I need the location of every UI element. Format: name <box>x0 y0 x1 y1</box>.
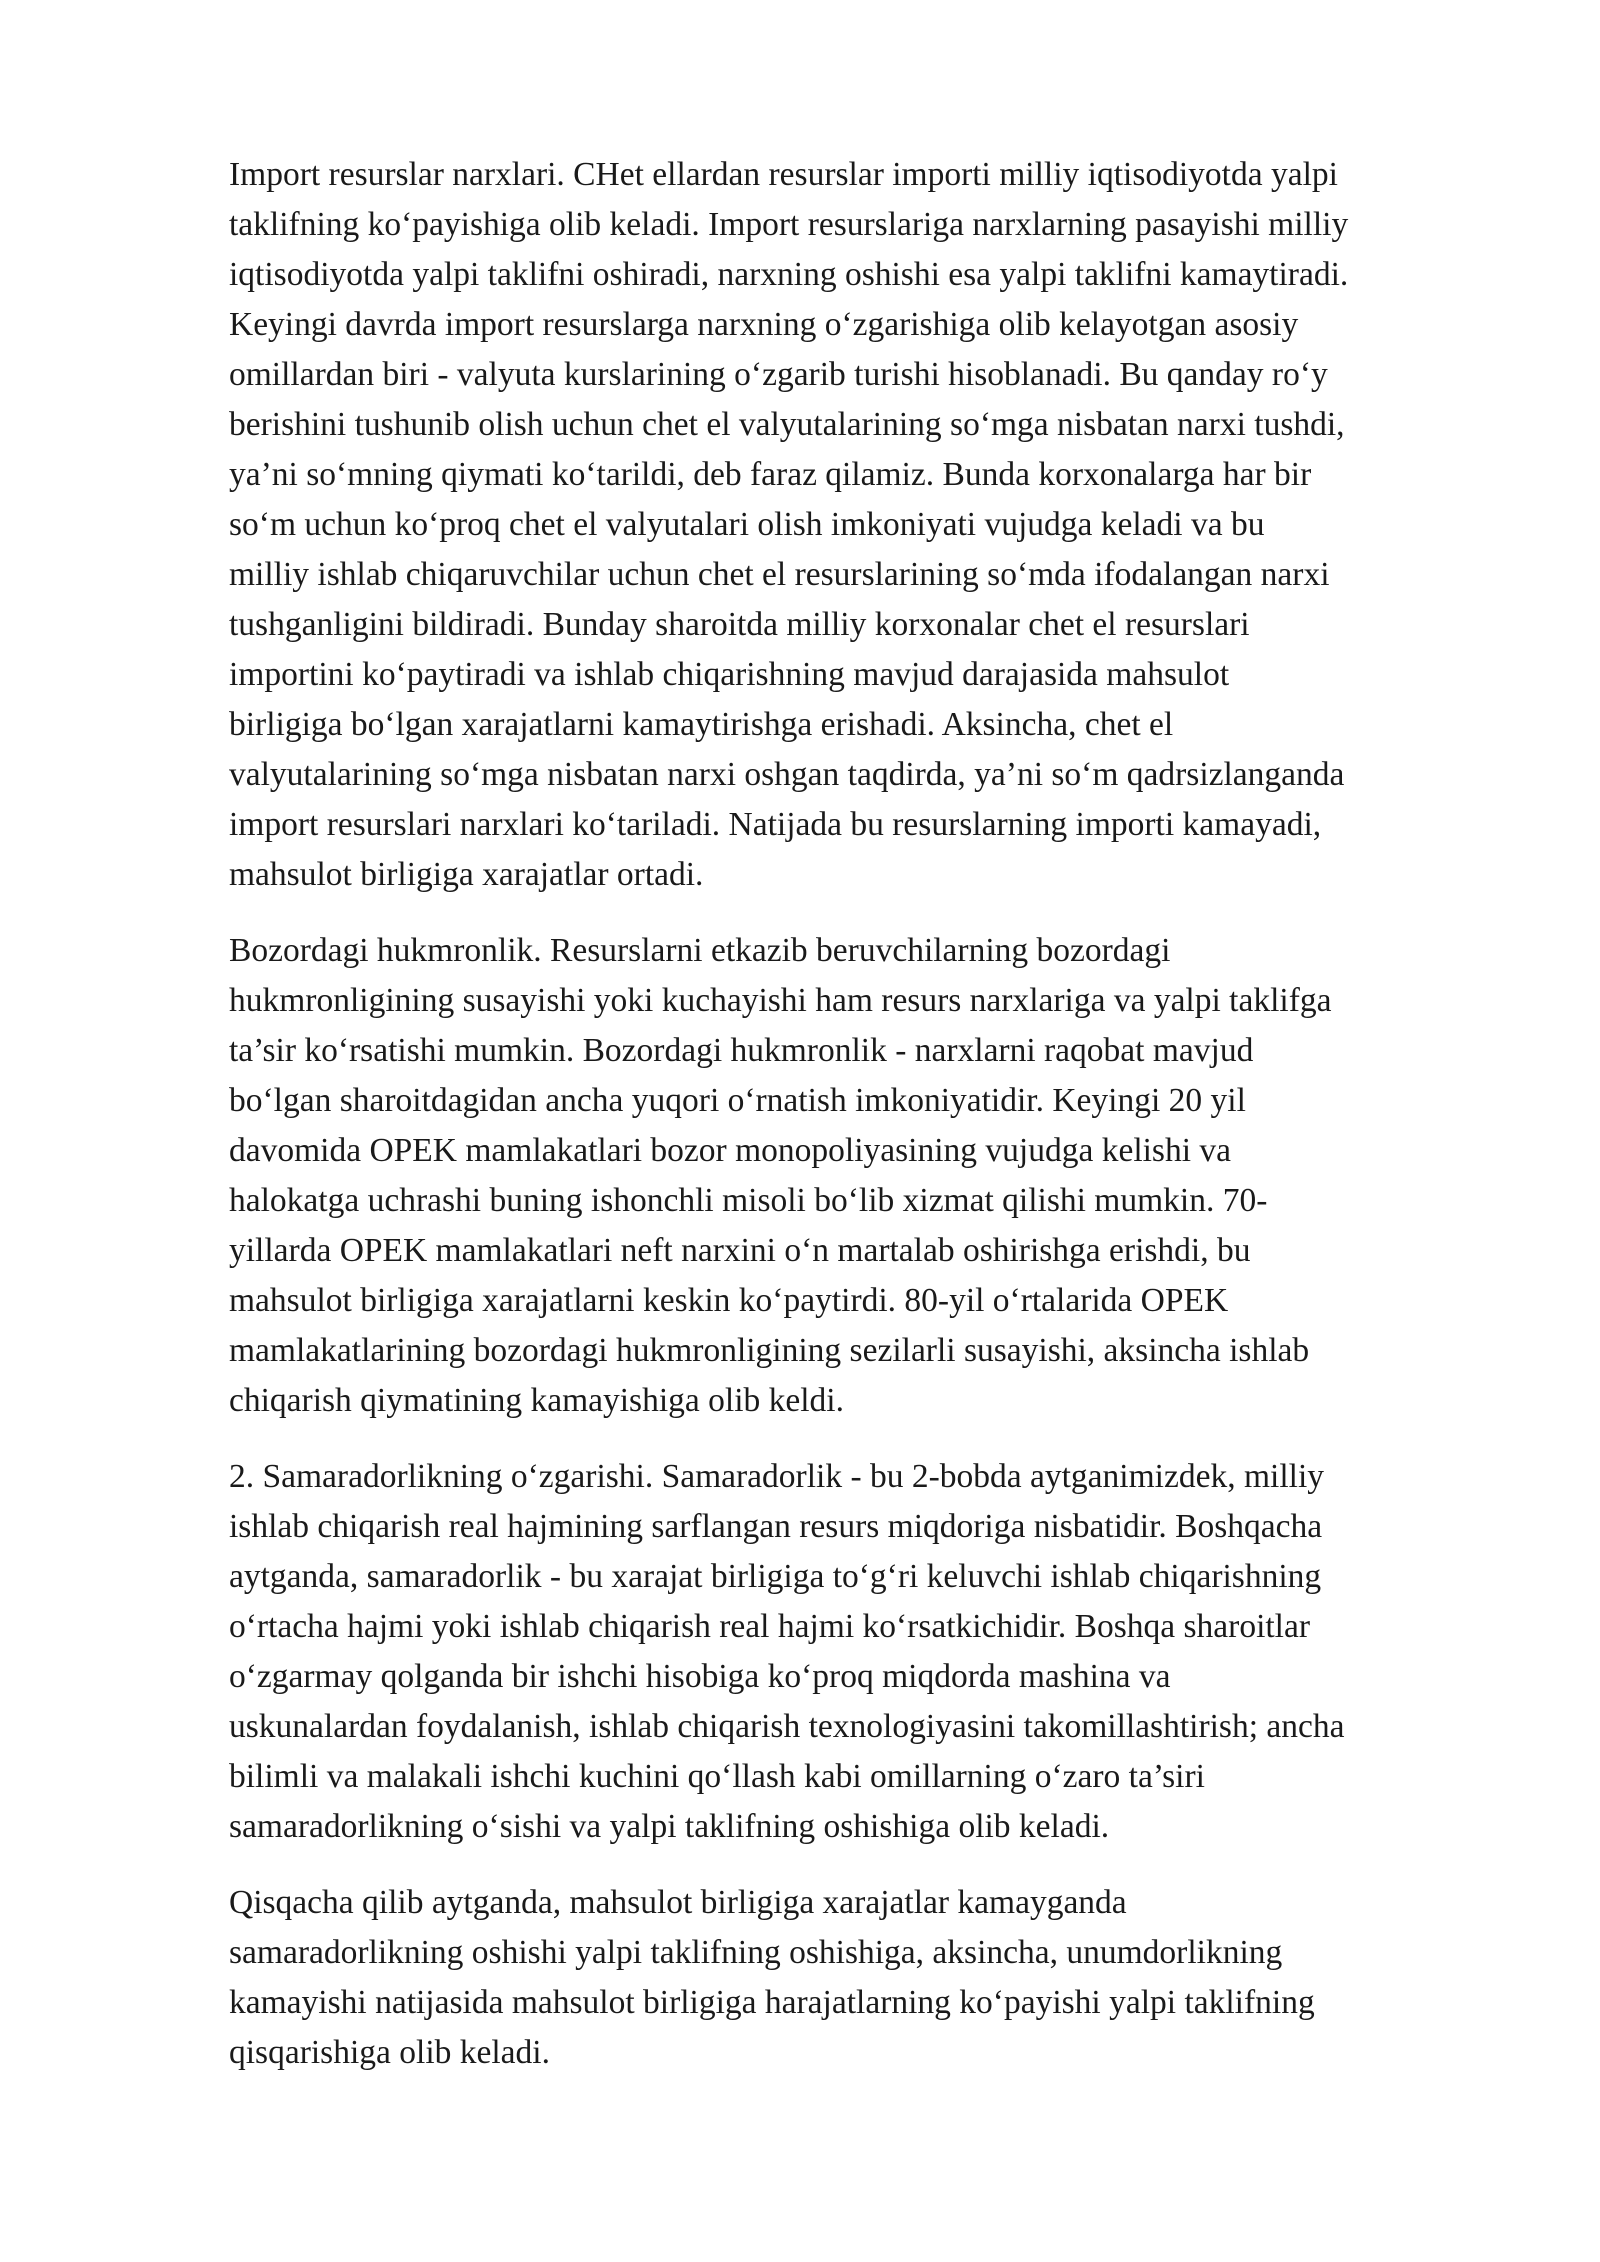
text-line: halokatga uchrashi buning ishonchli misoli bo‘lib xizmat qilishi mumkin. 70- <box>229 1182 1268 1219</box>
text-line: samaradorlikning o‘sishi va yalpi taklifning oshishiga olib keladi. <box>229 1808 1110 1845</box>
text-line: kamayishi natijasida mahsulot birligiga harajatlarning ko‘payishi yalpi taklifning <box>229 1984 1315 2021</box>
text-line: hukmronligining susayishi yoki kuchayishi ham resurs narxlariga va yalpi taklifga <box>229 982 1332 1019</box>
text-line: valyutalarining so‘mga nisbatan narxi oshgan taqdirda, ya’ni so‘m qadrsizlanganda <box>229 756 1345 793</box>
text-line: yillarda OPEK mamlakatlari neft narxini o‘n martalab oshirishga erishdi, bu <box>229 1232 1251 1269</box>
text-line: birligiga bo‘lgan xarajatlarni kamaytirishga erishadi. Aksincha, chet el <box>229 706 1174 743</box>
text-line: ya’ni so‘mning qiymati ko‘tarildi, deb faraz qilamiz. Bunda korxonalarga har bir <box>229 456 1312 493</box>
text-line: mahsulot birligiga xarajatlarni keskin ko‘paytirdi. 80-yil o‘rtalarida OPEK <box>229 1282 1229 1319</box>
text-line: davomida OPEK mamlakatlari bozor monopoliyasining vujudga kelishi va <box>229 1132 1232 1169</box>
text-line: import resurslari narxlari ko‘tariladi. Natijada bu resurslarning importi kamayadi, <box>229 806 1322 843</box>
text-line: mamlakatlarining bozordagi hukmronligining sezilarli susayishi, aksincha ishlab <box>229 1332 1310 1369</box>
paragraph-import-resource-prices <box>229 150 1499 900</box>
text-line: importini ko‘paytiradi va ishlab chiqarishning mavjud darajasida mahsulot <box>229 656 1230 693</box>
text-line: bilimli va malakali ishchi kuchini qo‘llash kabi omillarning o‘zaro ta’siri <box>229 1758 1205 1795</box>
text-line: 2. Samaradorlikning o‘zgarishi. Samaradorlik - bu 2-bobda aytganimizdek, milliy <box>229 1458 1324 1495</box>
document-body <box>229 150 1499 2104</box>
text-line: Keyingi davrda import resurslarga narxning o‘zgarishiga olib kelayotgan asosiy <box>229 306 1299 343</box>
text-line: bo‘lgan sharoitdagidan ancha yuqori o‘rnatish imkoniyatidir. Keyingi 20 yil <box>229 1082 1246 1119</box>
text-line: chiqarish qiymatining kamayishiga olib keldi. <box>229 1382 844 1419</box>
text-line: Bozordagi hukmronlik. Resurslarni etkazib beruvchilarning bozordagi <box>229 932 1171 969</box>
paragraph-summary <box>229 1878 1499 2078</box>
paragraph-market-dominance <box>229 926 1499 1426</box>
text-line: berishini tushunib olish uchun chet el valyutalarining so‘mga nisbatan narxi tushdi, <box>229 406 1345 443</box>
text-line: ta’sir ko‘rsatishi mumkin. Bozordagi hukmronlik - narxlarni raqobat mavjud <box>229 1032 1254 1069</box>
text-line: iqtisodiyotda yalpi taklifni oshiradi, narxning oshishi esa yalpi taklifni kamaytiradi. <box>229 256 1349 293</box>
text-line: o‘zgarmay qolganda bir ishchi hisobiga ko‘proq miqdorda mashina va <box>229 1658 1171 1695</box>
text-line: omillardan biri - valyuta kurslarining o‘zgarib turishi hisoblanadi. Bu qanday ro‘y <box>229 356 1328 393</box>
text-line: samaradorlikning oshishi yalpi taklifning oshishiga, aksincha, unumdorlikning <box>229 1934 1283 1971</box>
text-line: mahsulot birligiga xarajatlar ortadi. <box>229 856 704 893</box>
text-line: taklifning ko‘payishiga olib keladi. Import resurslariga narxlarning pasayishi milliy <box>229 206 1349 243</box>
paragraph-efficiency-change <box>229 1452 1499 1852</box>
text-line: o‘rtacha hajmi yoki ishlab chiqarish real hajmi ko‘rsatkichidir. Boshqa sharoitlar <box>229 1608 1311 1645</box>
text-line: tushganligini bildiradi. Bunday sharoitda milliy korxonalar chet el resurslari <box>229 606 1250 643</box>
text-line: Qisqacha qilib aytganda, mahsulot birligiga xarajatlar kamayganda <box>229 1884 1127 1921</box>
text-line: ishlab chiqarish real hajmining sarflangan resurs miqdoriga nisbatidir. Boshqacha <box>229 1508 1323 1545</box>
text-line: aytganda, samaradorlik - bu xarajat birligiga to‘g‘ri keluvchi ishlab chiqarishning <box>229 1558 1322 1595</box>
text-line: qisqarishiga olib keladi. <box>229 2034 550 2071</box>
text-line: so‘m uchun ko‘proq chet el valyutalari olish imkoniyati vujudga keladi va bu <box>229 506 1265 543</box>
text-line: uskunalardan foydalanish, ishlab chiqarish texnologiyasini takomillashtirish; ancha <box>229 1708 1345 1745</box>
text-line: Import resurslar narxlari. CHet ellardan resurslar importi milliy iqtisodiyotda yalpi <box>229 156 1338 193</box>
text-line: milliy ishlab chiqaruvchilar uchun chet el resurslarining so‘mda ifodalangan narxi <box>229 556 1330 593</box>
